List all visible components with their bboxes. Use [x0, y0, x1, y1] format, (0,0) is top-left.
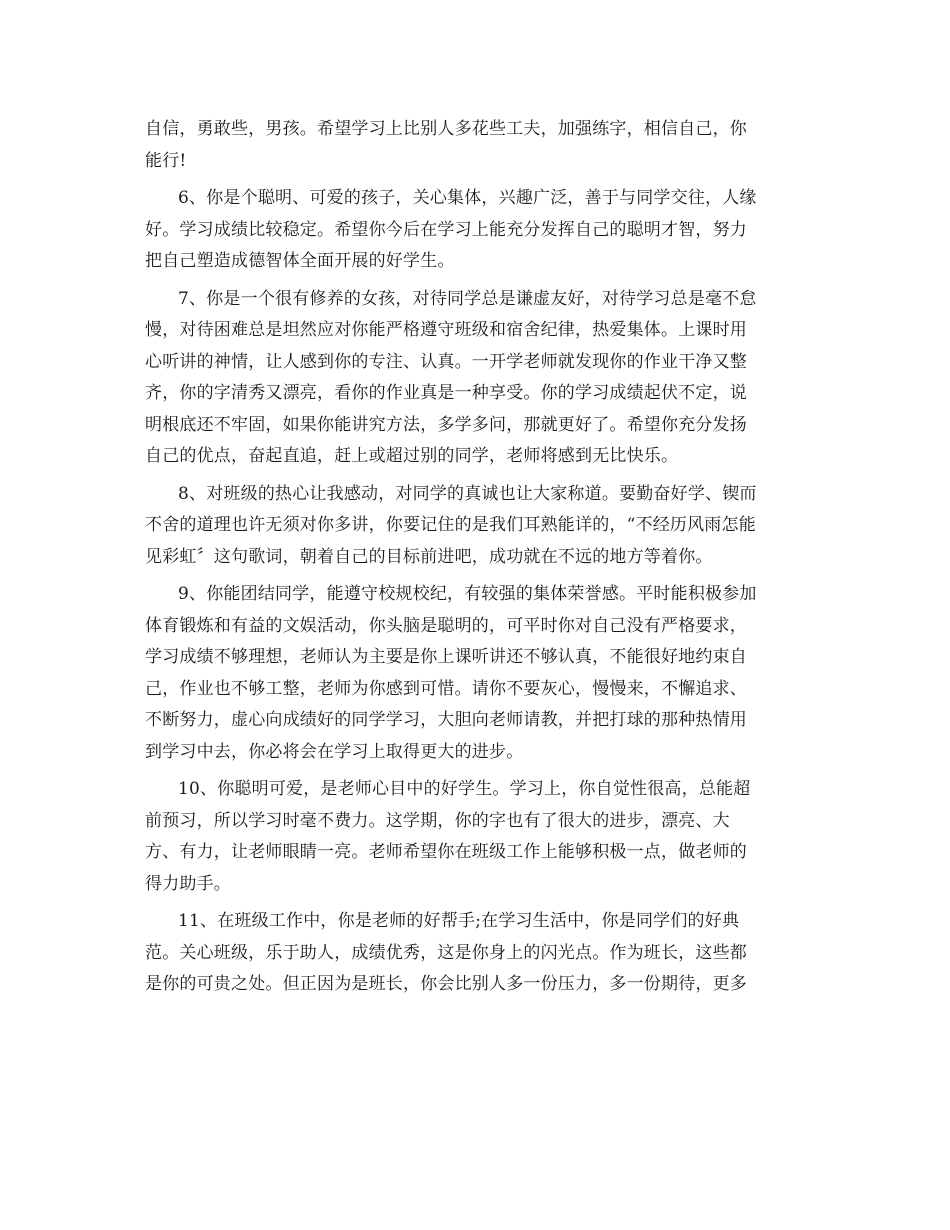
- paragraph-10-line: 10、你聪明可爱，是老师心目中的好学生。学习上，你自觉性很高，总能超: [178, 779, 751, 799]
- paragraph-9-line: 学习成绩不够理想，老师认为主要是你上课听讲还不够认真，不能很好地约束自: [145, 647, 747, 667]
- paragraph-8-line: 不舍的道理也许无须对你多讲，你要记住的是我们耳熟能详的，“不经历风雨怎能: [145, 515, 756, 535]
- paragraph-9-line: 到学习中去，你必将会在学习上取得更大的进步。: [145, 741, 524, 762]
- paragraph-9-line: 9、你能团结同学，能遵守校规校纪，有较强的集体荣誉感。平时能积极参加: [178, 584, 757, 604]
- paragraph-9-line: 己，作业也不够工整，老师为你感到可惜。请你不要灰心，慢慢来，不懈追求、: [145, 678, 747, 699]
- paragraph-9-line: 不断努力，虚心向成绩好的同学学习，大胆向老师请教，并把打球的那种热情用: [145, 710, 747, 730]
- paragraph-10-line: 得力助手。: [145, 873, 231, 894]
- paragraph-11-line: 范。关心班级，乐于助人，成绩优秀，这是你身上的闪光点。作为班长，这些都: [145, 942, 747, 963]
- paragraph-11-line: 11、在班级工作中，你是老师的好帮手;在学习生活中，你是同学们的好典: [178, 911, 740, 931]
- paragraph-10-line: 前预习，所以学习时毫不费力。这学期，你的字也有了很大的进步，漂亮、大: [145, 810, 730, 831]
- paragraph-9-line: 体育锻炼和有益的文娱活动，你头脑是聪明的，可平时你对自己没有严格要求，: [145, 615, 747, 636]
- paragraph-7-line: 自己的优点，奋起直追，赶上或超过别的同学，老师将感到无比快乐。: [145, 446, 679, 466]
- paragraph-10-line: 方、有力，让老师眼睛一亮。老师希望你在班级工作上能够积极一点，做老师的: [145, 842, 747, 862]
- paragraph-7-line: 心听讲的神情，让人感到你的专注、认真。一开学老师就发现你的作业干净又整: [145, 351, 747, 372]
- paragraph-7-line: 齐，你的字清秀又漂亮，看你的作业真是一种享受。你的学习成绩起伏不定，说: [145, 383, 747, 403]
- paragraph-7-line: 明根底还不牢固，如果你能讲究方法，多学多问，那就更好了。希望你充分发扬: [145, 414, 747, 435]
- paragraph-7-line: 慢，对待困难总是坦然应对你能严格遵守班级和宿舍纪律，热爱集体。上课时用: [145, 320, 747, 340]
- paragraph-6-line: 6、你是个聪明、可爱的孩子，关心集体，兴趣广泛，善于与同学交往，人缘: [178, 188, 757, 208]
- paragraph-6-line: 把自己塑造成德智体全面开展的好学生。: [145, 251, 455, 271]
- paragraph-8-line: 见彩虹〞这句歌词，朝着自己的目标前进吧，成功就在不远的地方等着你。: [145, 546, 713, 567]
- paragraph-8-line: 8、对班级的热心让我感动，对同学的真诚也让大家称道。要勤奋好学、锲而: [178, 483, 757, 504]
- text-line: 能行!: [145, 150, 187, 171]
- paragraph-6-line: 好。学习成绩比较稳定。希望你今后在学习上能充分发挥自己的聪明才智，努力: [145, 219, 747, 240]
- document-body: [145, 114, 809, 1001]
- paragraph-11-line: 是你的可贵之处。但正因为是班长，你会比别人多一份压力，多一份期待，更多: [145, 974, 747, 994]
- text-line: 自信，勇敢些，男孩。希望学习上比别人多花些工夫，加强练字，相信自己，你: [145, 119, 747, 139]
- paragraph-7-line: 7、你是一个很有修养的女孩，对待同学总是谦虚友好，对待学习总是毫不怠: [178, 288, 757, 309]
